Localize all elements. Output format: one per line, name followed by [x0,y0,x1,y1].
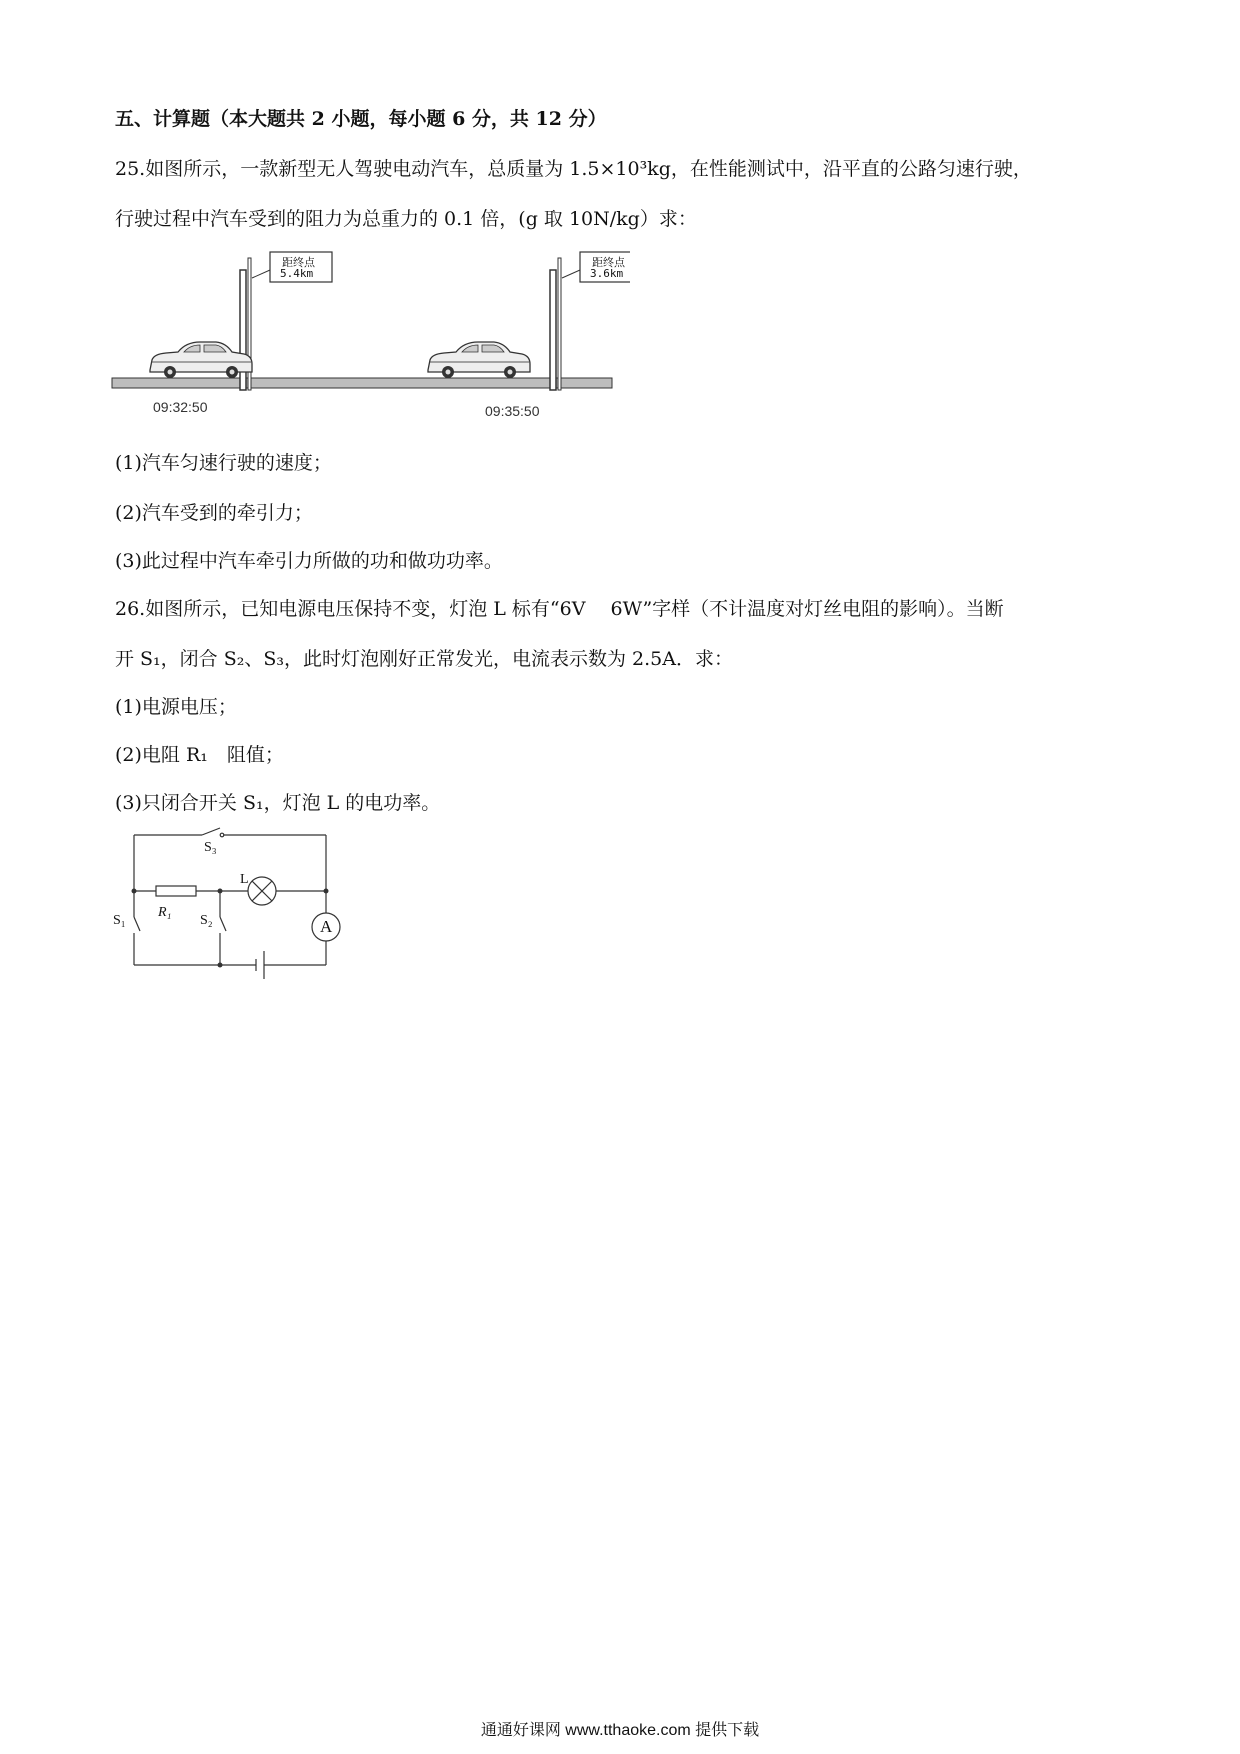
switch-s1 [134,917,140,931]
section-title: 五、计算题（本大题共 2 小题，每小题 6 分，共 12 分） [115,108,607,130]
q25-text-line2: 行驶过程中汽车受到的阻力为总重力的 0.1 倍，(g 取 10N/kg）求： [115,208,697,230]
label-s2: S₂ [200,913,213,928]
car-2 [428,342,530,378]
q26-subquestion-3: (3)只闭合开关 S₁，灯泡 L 的电功率。 [115,792,441,814]
resistor-r1 [156,886,196,896]
sign2-label: 距终点 [592,256,625,269]
sign1-label: 距终点 [282,256,315,269]
label-r1: R₁ [158,905,172,920]
q26-text-line2: 开 S₁，闭合 S₂、S₃，此时灯泡刚好正常发光，电流表示数为 2.5A．求： [115,648,733,670]
q26-text-line1: 26.如图所示，已知电源电压保持不变，灯泡 L 标有“6V 6W”字样（不计温度对灯丝电阻的影响）。当断 [115,598,1004,620]
q25-road-figure [110,240,630,420]
sign1-distance: 5.4km [280,267,314,280]
label-s1: S₁ [113,913,126,928]
lamp-l [248,877,276,905]
q26-circuit-diagram [120,825,360,985]
q25-text-line1: 25.如图所示，一款新型无人驾驶电动汽车，总质量为 1.5×10³kg，在性能测试中，沿平直的公路匀速行驶， [115,158,1032,180]
time-label-1: 09:32:50 [153,399,208,415]
sign2-distance: 3.6km [590,267,624,280]
footer-source: 通通好课网 www.tthaoke.com 提供下载 [480,1722,760,1739]
time-label-2: 09:35:50 [485,403,540,419]
q26-subquestion-2: (2)电阻 R₁ 阻值； [115,744,284,766]
label-s3: S₃ [204,840,217,855]
road [112,378,612,388]
switch-s3 [202,828,220,835]
q26-subquestion-1: (1)电源电压； [115,696,237,718]
q25-subquestion-2: (2)汽车受到的牵引力； [115,502,313,524]
car-1 [150,342,252,378]
switch-s2 [220,917,226,931]
q25-subquestion-1: (1)汽车匀速行驶的速度； [115,452,332,474]
q25-subquestion-3: (3)此过程中汽车牵引力所做的功和做功功率。 [115,550,503,572]
label-l: L [240,872,249,887]
label-ammeter: A [320,917,333,936]
